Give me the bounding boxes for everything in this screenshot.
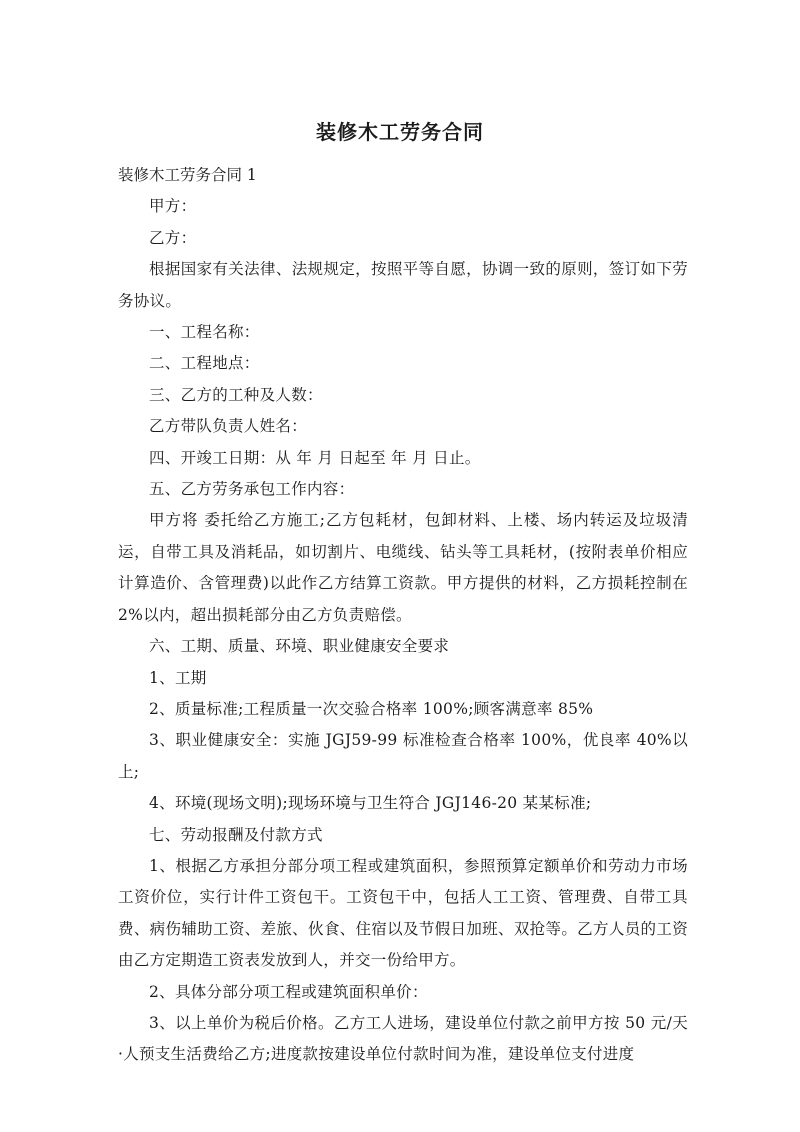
payment-clause-3: 3、以上单价为税后价格。乙方工人进场，建设单位付款之前甲方按 50 元/天·人预支生活费给乙方;进度款按建设单位付款时间为准，建设单位支付进度 — [118, 1013, 688, 1064]
worker-type-line: 三、乙方的工种及人数： — [149, 385, 323, 404]
preamble-paragraph: 根据国家有关法律、法规规定，按照平等自愿，协调一致的原则，签订如下劳务协议。 — [118, 260, 688, 310]
document-title: 装修木工劳务合同 — [316, 120, 484, 144]
scope-heading: 五、乙方劳务承包工作内容： — [149, 480, 355, 499]
project-name-line: 一、工程名称： — [149, 323, 260, 342]
requirement-period: 1、工期 — [149, 668, 207, 687]
scope-paragraph: 甲方将 委托给乙方施工;乙方包耗材，包卸材料、上楼、场内转运及垃圾清运，自带工具及消耗品，如切割片、电缆线、钻头等工具耗材，(按附表单价相应计算造价、含管理费)以此作乙方结算工资款。甲方提供的材料，乙方损耗控制在 2%以内，超出损耗部分由乙方负责赔偿。 — [118, 511, 688, 624]
schedule-dates-line: 四、开竣工日期：从 年 月 日起至 年 月 日止。 — [149, 448, 481, 467]
requirement-safety: 3、职业健康安全：实施 JGJ59-99 标准检查合格率 100%，优良率 40%以上; — [118, 731, 688, 781]
requirements-heading: 六、工期、质量、环境、职业健康安全要求 — [149, 637, 450, 656]
party-b-line: 乙方： — [149, 228, 197, 247]
requirement-quality: 2、质量标准;工程质量一次交验合格率 100%;顾客满意率 85% — [149, 699, 594, 718]
document-subtitle: 装修木工劳务合同 1 — [118, 166, 257, 184]
document-body — [118, 160, 688, 1071]
party-a-line: 甲方： — [149, 197, 197, 216]
project-location-line: 二、工程地点： — [149, 354, 260, 373]
payment-clause-1: 1、根据乙方承担分部分项工程或建筑面积，参照预算定额单价和劳动力市场工资价位，实行计件工资包干。工资包干中，包括人工工资、管理费、自带工具费、病伤辅助工资、差旅、伙食、住宿以及节假日加班、双抢等。乙方人员的工资由乙方定期造工资表发放到人，并交一份给甲方。 — [118, 856, 688, 970]
requirement-environment: 4、环境(现场文明);现场环境与卫生符合 JGJ146-20 某某标准; — [149, 794, 592, 813]
payment-clause-2: 2、具体分部分项工程或建筑面积单价： — [149, 982, 428, 1001]
payment-heading: 七、劳动报酬及付款方式 — [149, 825, 323, 844]
team-leader-line: 乙方带队负责人姓名： — [149, 417, 308, 436]
